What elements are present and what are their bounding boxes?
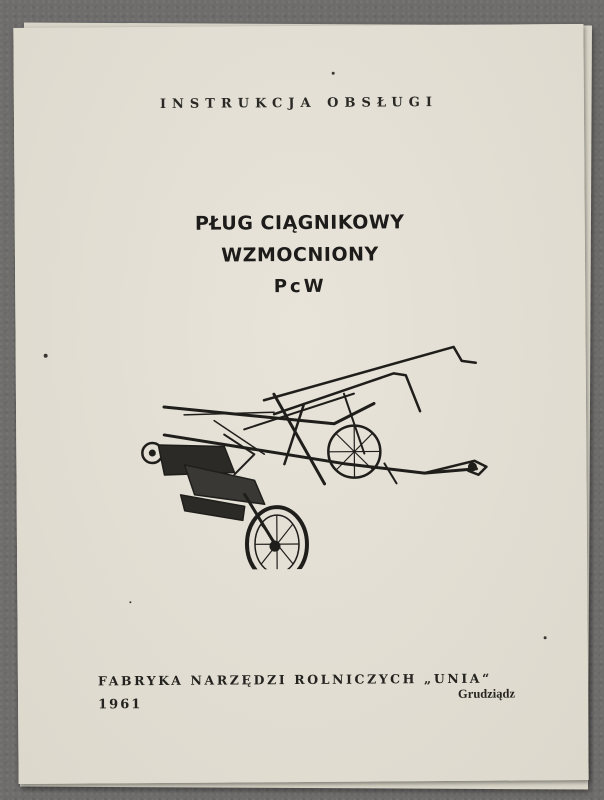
paper-speck [44, 354, 48, 358]
manual-cover [13, 24, 588, 784]
paper-speck [332, 72, 335, 75]
model-code: PcW [273, 275, 327, 298]
manufacturer-name: FABRYKA NARZĘDZI ROLNICZYCH „UNIA“ [97, 670, 492, 689]
title-line-1: PŁUG CIĄGNIKOWY [194, 211, 405, 235]
paper-speck [129, 601, 131, 603]
tractor-plow-icon [124, 333, 496, 571]
paper-speck [544, 636, 547, 639]
manufacturer-city: Grudziądz [457, 686, 516, 701]
manual-header: INSTRUKCJA OBSŁUGI [159, 95, 438, 112]
title-line-2: WZMOCNIONY [221, 243, 379, 267]
publication-year: 1961 [98, 697, 143, 713]
